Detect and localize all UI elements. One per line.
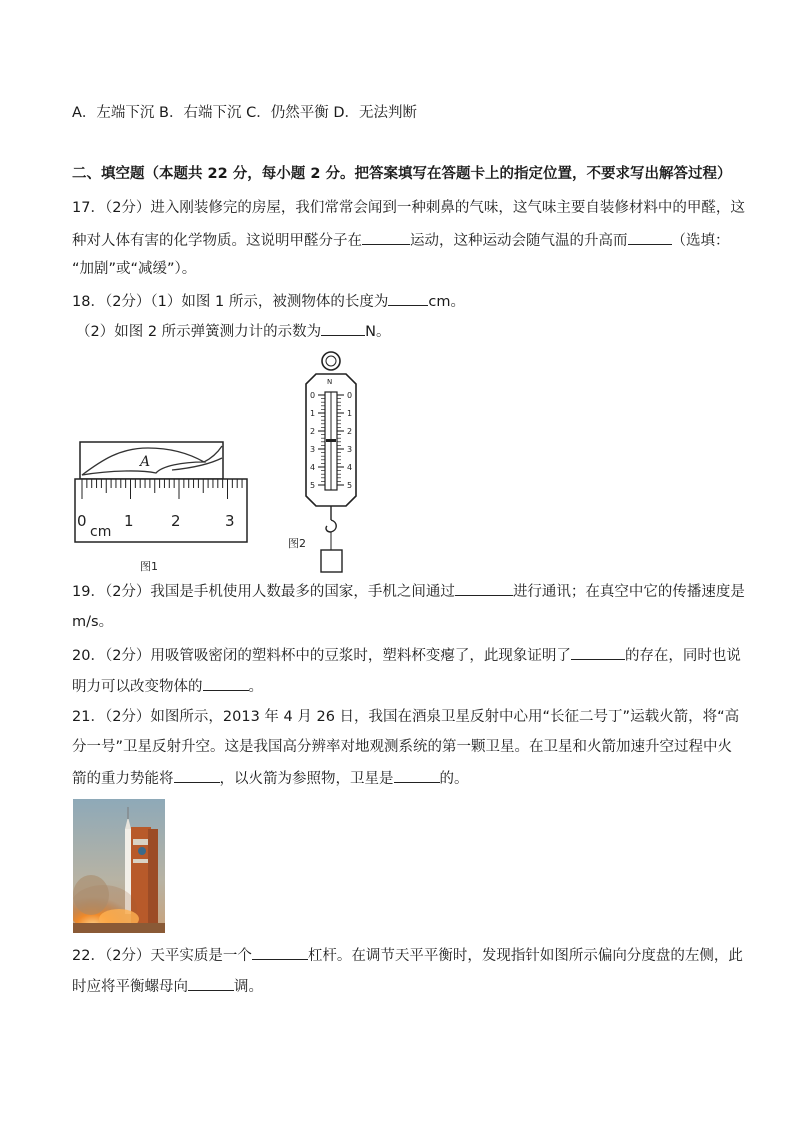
ruler-label-2: 2 (171, 512, 181, 530)
q19-text-a: 19．（2分）我国是手机使用人数最多的国家，手机之间通过 (72, 584, 455, 600)
q20-text-c: 明力可以改变物体的 (72, 679, 203, 695)
spring-balance-hook (326, 520, 336, 532)
scale-right-1: 1 (347, 409, 353, 418)
q18-line1 (72, 291, 465, 312)
q21-line1: 21．（2分）如图所示，2013 年 4 月 26 日，我国在酒泉卫星反射中心用“长征二号丁”运载火箭，将“高 (72, 709, 740, 725)
q22-blank-1[interactable] (252, 945, 308, 960)
object-a-label: A (140, 454, 151, 470)
q18-line2 (76, 321, 391, 342)
q20-text-a: 20．（2分）用吸管吸密闭的塑料杯中的豆浆时，塑料杯变瘪了，此现象证明了 (72, 648, 571, 664)
scale-left-1: 1 (310, 409, 316, 418)
q22-blank-2[interactable] (188, 976, 234, 991)
q19-text-b: 进行通讯；在真空中它的传播速度是 (512, 584, 745, 600)
ruler-label-0: 0 (77, 512, 87, 530)
q21-line3 (72, 768, 469, 789)
q18-blank-2[interactable] (321, 321, 365, 336)
q17-line2 (72, 230, 730, 251)
q20-blank-1[interactable] (571, 645, 625, 660)
q18-text-d: N。 (365, 324, 391, 340)
q20-text-b: 的存在，同时也说 (624, 648, 741, 664)
ruler-label-3: 3 (225, 512, 235, 530)
q22-line1 (72, 945, 743, 966)
q19-line1 (72, 581, 745, 602)
scale-right-4: 4 (347, 463, 353, 472)
q20-text-d: 。 (248, 679, 263, 695)
q20-line2 (72, 676, 263, 697)
q19-line2: m/s。 (72, 614, 114, 630)
figure-1-ruler (72, 440, 250, 575)
q17-line1: 17．（2分）进入刚装修完的房屋，我们常常会闻到一种刺鼻的气味，这气味主要自装修材料中的甲醛，这 (72, 200, 745, 216)
q16-options: A．左端下沉 B．右端下沉 C．仍然平衡 D．无法判断 (72, 105, 417, 121)
scale-right-3: 3 (347, 445, 353, 454)
spring-balance-weight (321, 550, 342, 572)
q17-line3: “加剧”或“减缓”）。 (72, 261, 197, 277)
scale-left-3: 3 (310, 445, 316, 454)
ruler-label-1: 1 (124, 512, 134, 530)
q21-blank-2[interactable] (394, 768, 440, 783)
q22-text-c: 时应将平衡螺母向 (72, 979, 188, 995)
q17-text-c: （选填： (671, 233, 730, 249)
q17-blank-1[interactable] (362, 230, 410, 245)
figure-1-caption: 图1 (140, 560, 158, 573)
q18-text-b: cm。 (428, 294, 465, 310)
spring-balance-pointer (326, 439, 336, 442)
q18-blank-1[interactable] (388, 291, 428, 306)
scale-right-5: 5 (347, 481, 353, 490)
scale-right-2: 2 (347, 427, 353, 436)
q21-text-b: ，以火箭为参照物，卫星是 (219, 771, 394, 787)
q20-blank-2[interactable] (203, 676, 249, 691)
scale-right-0: 0 (347, 391, 353, 400)
ruler-unit: cm (90, 524, 112, 540)
figure-2-caption: 图2 (288, 537, 306, 550)
figure-2-spring-balance (288, 350, 368, 575)
q22-text-d: 调。 (234, 979, 263, 995)
scale-left-4: 4 (310, 463, 316, 472)
section2-header: 二、填空题（本题共 22 分，每小题 2 分。把答案填写在答题卡上的指定位置，不要求写出解答过程） (72, 166, 732, 182)
q21-text-a: 箭的重力势能将 (72, 771, 174, 787)
q22-text-b: 杠杆。在调节天平平衡时，发现指针如图所示偏向分度盘的左侧，此 (307, 948, 743, 964)
q21-blank-1[interactable] (174, 768, 220, 783)
q18-text-c: （2）如图 2 所示弹簧测力计的示数为 (76, 324, 322, 340)
q21-text-c: 的。 (439, 771, 469, 787)
scale-left-5: 5 (310, 481, 316, 490)
q21-line2: 分一号”卫星反射升空。这是我国高分辨率对地观测系统的第一颗卫星。在卫星和火箭加速升空过程中火 (72, 739, 733, 755)
spring-balance-unit: N (327, 378, 333, 386)
scale-left-2: 2 (310, 427, 316, 436)
q17-blank-2[interactable] (628, 230, 672, 245)
spring-balance-ring (322, 352, 340, 370)
q17-text-a: 种对人体有害的化学物质。这说明甲醛分子在 (72, 233, 362, 249)
q18-text-a: 18．（2分）（1）如图 1 所示，被测物体的长度为 (72, 294, 389, 310)
q22-line2 (72, 976, 263, 997)
q19-blank-1[interactable] (455, 581, 513, 596)
rocket-launch-photo (73, 799, 165, 933)
scale-left-0: 0 (310, 391, 316, 400)
q17-text-b: 运动，这种运动会随气温的升高而 (410, 233, 628, 249)
q20-line1 (72, 645, 741, 666)
q22-text-a: 22．（2分）天平实质是一个 (72, 948, 252, 964)
